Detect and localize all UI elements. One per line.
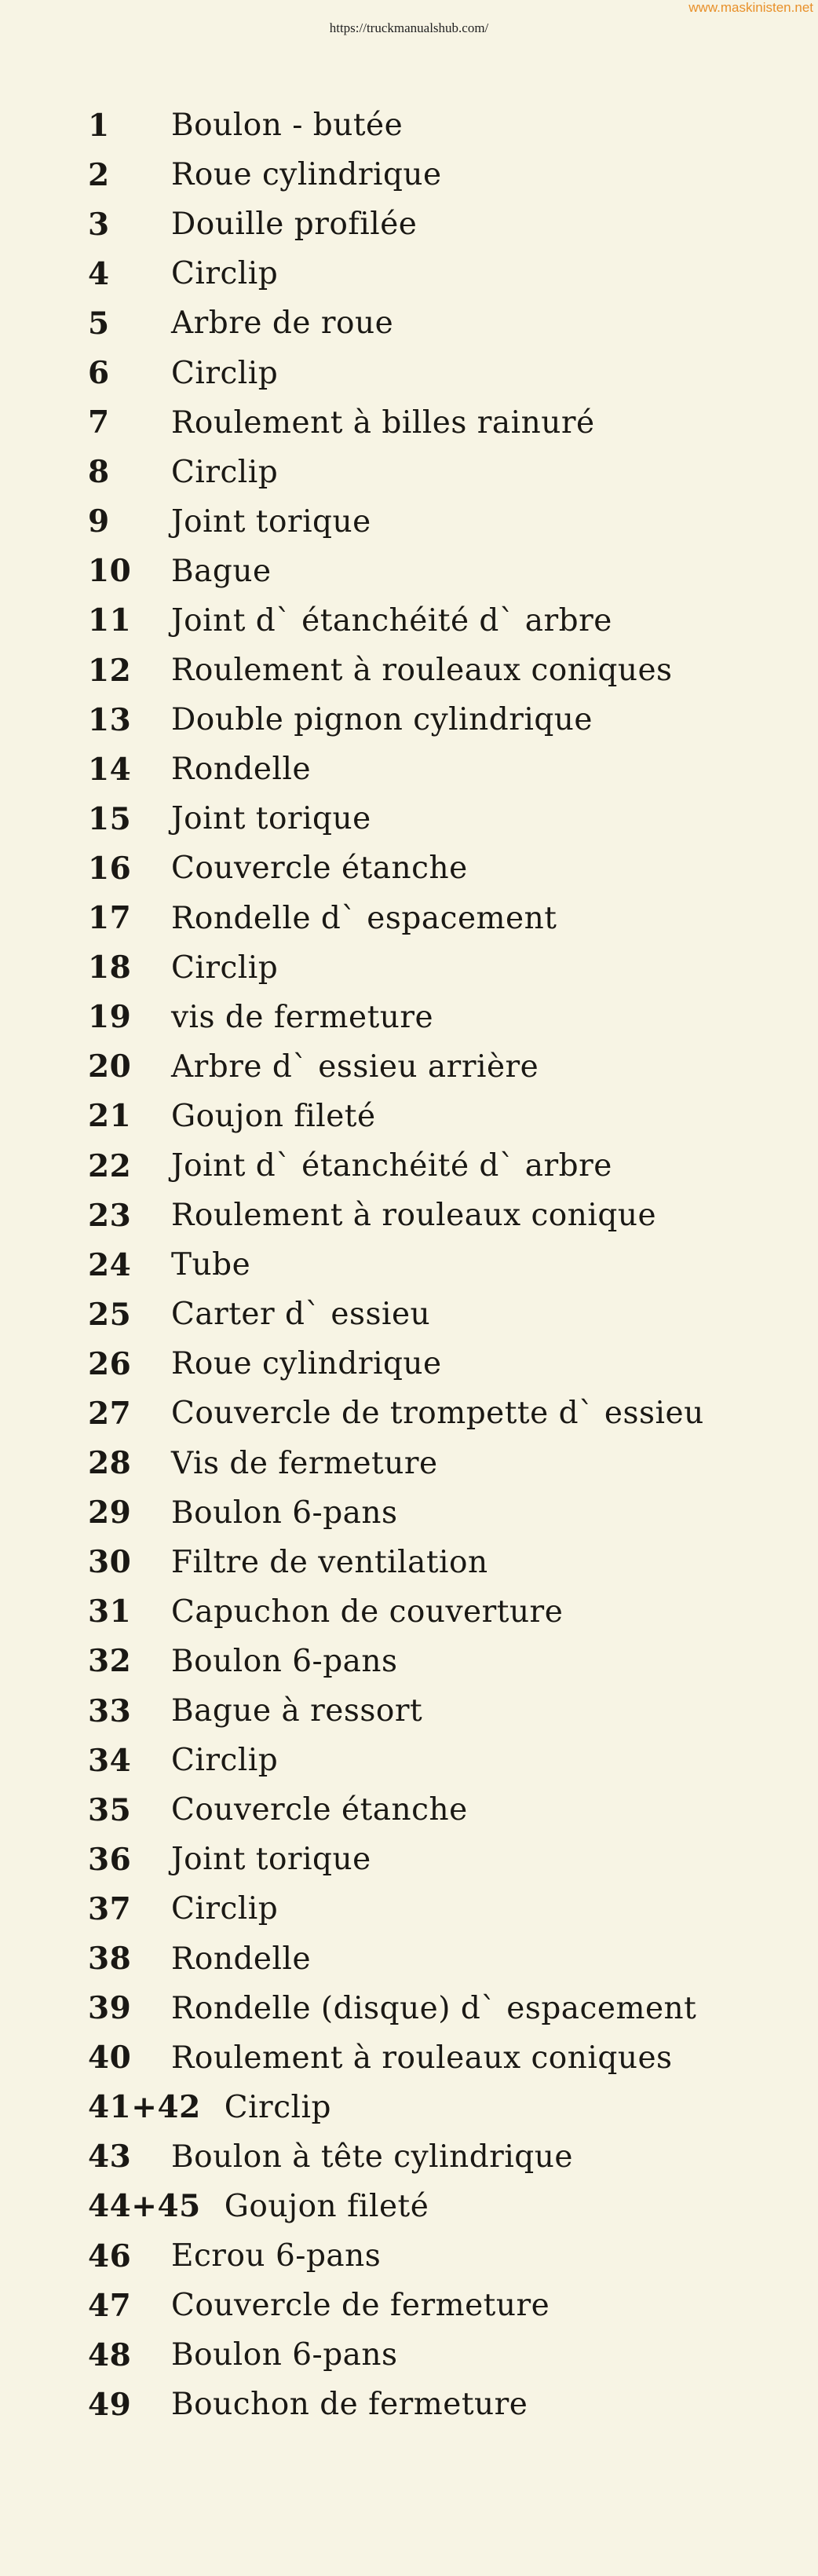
list-item (88, 993, 704, 1042)
part-number: 13 (88, 701, 132, 738)
list-item (88, 1389, 704, 1438)
part-number: 16 (88, 850, 132, 887)
list-item (88, 1042, 704, 1092)
part-name: Rondelle (171, 752, 312, 788)
part-number: 14 (88, 751, 132, 788)
part-number: 3 (88, 206, 110, 243)
list-item (88, 596, 704, 646)
part-number: 12 (88, 652, 132, 689)
list-item (88, 101, 704, 150)
list-item (88, 1439, 704, 1488)
part-name: Roulement à rouleaux coniques (171, 653, 673, 689)
part-number: 15 (88, 800, 132, 837)
list-item (88, 1240, 704, 1290)
part-name: Boulon - butée (171, 108, 404, 144)
list-item (88, 298, 704, 348)
part-number: 34 (88, 1742, 132, 1779)
list-item (88, 497, 704, 547)
part-number: 33 (88, 1692, 132, 1729)
part-name: Joint torique (171, 1842, 371, 1878)
part-name: Boulon 6-pans (171, 1643, 398, 1679)
list-item (88, 1290, 704, 1339)
list-item (88, 1884, 704, 1934)
list-item (88, 150, 704, 199)
part-number: 39 (88, 1990, 132, 2027)
part-name: Circlip (171, 454, 279, 490)
part-number: 27 (88, 1395, 132, 1432)
part-name: Goujon fileté (224, 2188, 429, 2224)
list-item (88, 1934, 704, 1983)
part-number: 35 (88, 1791, 132, 1828)
part-name: Boulon 6-pans (171, 1495, 398, 1531)
part-number: 29 (88, 1495, 132, 1531)
list-item (88, 1141, 704, 1191)
part-number: 46 (88, 2238, 132, 2274)
part-name: Capuchon de couverture (171, 1594, 564, 1630)
part-number: 20 (88, 1048, 132, 1085)
part-name: Double pignon cylindrique (171, 702, 593, 738)
part-name: Couvercle étanche (171, 851, 468, 887)
part-name: vis de fermeture (171, 999, 434, 1035)
part-name: Couvercle étanche (171, 1792, 468, 1828)
part-number: 28 (88, 1445, 132, 1482)
part-number: 47 (88, 2287, 132, 2324)
list-item (88, 2132, 704, 2182)
list-item (88, 1835, 704, 1884)
part-number: 25 (88, 1296, 132, 1333)
part-number: 26 (88, 1345, 132, 1382)
part-number: 1 (88, 107, 110, 144)
part-name: Couvercle de trompette d` essieu (171, 1396, 704, 1432)
part-name: Arbre d` essieu arrière (171, 1048, 539, 1085)
part-name: Circlip (171, 355, 279, 391)
part-number: 17 (88, 900, 132, 937)
list-item (88, 448, 704, 497)
part-name: Roulement à rouleaux conique (171, 1198, 657, 1234)
list-item (88, 2182, 704, 2231)
part-name: Joint torique (171, 801, 371, 837)
part-number: 38 (88, 1941, 132, 1978)
part-number: 11 (88, 602, 132, 639)
part-name: Arbre de roue (171, 306, 394, 342)
part-number: 5 (88, 305, 110, 342)
list-item (88, 2083, 704, 2132)
part-name: Boulon à tête cylindrique (171, 2139, 573, 2175)
part-number: 22 (88, 1147, 132, 1184)
list-item (88, 843, 704, 893)
part-number: 10 (88, 553, 132, 590)
part-name: Boulon 6-pans (171, 2337, 398, 2373)
list-item (88, 547, 704, 596)
part-name: Roue cylindrique (171, 1346, 442, 1382)
part-number: 44+45 (88, 2188, 201, 2225)
list-item (88, 1686, 704, 1736)
list-item (88, 794, 704, 843)
part-number: 49 (88, 2386, 132, 2423)
part-number: 23 (88, 1197, 132, 1234)
part-number: 21 (88, 1098, 132, 1135)
part-number: 30 (88, 1544, 132, 1581)
part-number: 6 (88, 355, 110, 392)
list-item (88, 249, 704, 298)
list-item (88, 1736, 704, 1785)
list-item (88, 894, 704, 943)
part-name: Bague à ressort (171, 1693, 423, 1729)
part-name: Circlip (171, 256, 279, 292)
parts-list (88, 101, 704, 2429)
part-number: 31 (88, 1594, 132, 1630)
list-item (88, 1637, 704, 1686)
part-name: Tube (171, 1247, 251, 1283)
part-name: Circlip (224, 2089, 331, 2125)
list-item (88, 1191, 704, 1240)
part-number: 48 (88, 2336, 132, 2373)
part-name: Douille profilée (171, 207, 418, 243)
list-item (88, 2380, 704, 2429)
list-item (88, 2033, 704, 2083)
source-url: https://truckmanualshub.com/ (329, 20, 489, 35)
list-item (88, 1488, 704, 1538)
list-item (88, 943, 704, 993)
part-name: Circlip (171, 950, 279, 986)
part-name: Rondelle d` espacement (171, 900, 557, 936)
part-number: 37 (88, 1890, 132, 1927)
part-number: 36 (88, 1841, 132, 1878)
part-name: Ecrou 6-pans (171, 2238, 382, 2274)
part-name: Filtre de ventilation (171, 1544, 488, 1580)
part-name: Circlip (171, 1743, 279, 1779)
part-name: Circlip (171, 1891, 279, 1927)
part-number: 41+42 (88, 2089, 201, 2126)
part-number: 19 (88, 999, 132, 1036)
part-number: 40 (88, 2040, 132, 2077)
list-item (88, 2281, 704, 2330)
list-item (88, 348, 704, 397)
part-name: Goujon fileté (171, 1098, 376, 1134)
part-number: 9 (88, 503, 110, 540)
list-item (88, 745, 704, 794)
list-item (88, 2330, 704, 2380)
part-name: Roulement à rouleaux coniques (171, 2040, 673, 2076)
part-number: 32 (88, 1643, 132, 1680)
watermark-link[interactable]: www.maskinisten.net (688, 0, 813, 15)
part-name: Rondelle (disque) d` espacement (171, 1990, 697, 2026)
part-number: 24 (88, 1246, 132, 1283)
part-name: Joint d` étanchéité d` arbre (171, 602, 612, 639)
list-item (88, 695, 704, 745)
part-name: Bouchon de fermeture (171, 2387, 528, 2423)
list-item (88, 398, 704, 448)
part-name: Roue cylindrique (171, 157, 442, 193)
list-item (88, 199, 704, 249)
list-item (88, 646, 704, 695)
part-name: Carter d` essieu (171, 1297, 431, 1333)
part-number: 4 (88, 255, 110, 292)
part-number: 43 (88, 2139, 132, 2175)
list-item (88, 2231, 704, 2281)
part-name: Joint d` étanchéité d` arbre (171, 1148, 612, 1184)
list-item (88, 1339, 704, 1389)
part-number: 2 (88, 156, 110, 193)
list-item (88, 1984, 704, 2033)
part-number: 18 (88, 950, 132, 986)
part-name: Couvercle de fermeture (171, 2288, 550, 2324)
part-name: Roulement à billes rainuré (171, 404, 595, 441)
part-name: Rondelle (171, 1941, 312, 1977)
part-number: 7 (88, 404, 110, 441)
list-item (88, 1587, 704, 1637)
part-name: Joint torique (171, 503, 371, 540)
list-item (88, 1538, 704, 1587)
list-item (88, 1092, 704, 1141)
part-name: Vis de fermeture (171, 1445, 438, 1481)
part-name: Bague (171, 553, 272, 589)
part-number: 8 (88, 454, 110, 491)
list-item (88, 1785, 704, 1835)
